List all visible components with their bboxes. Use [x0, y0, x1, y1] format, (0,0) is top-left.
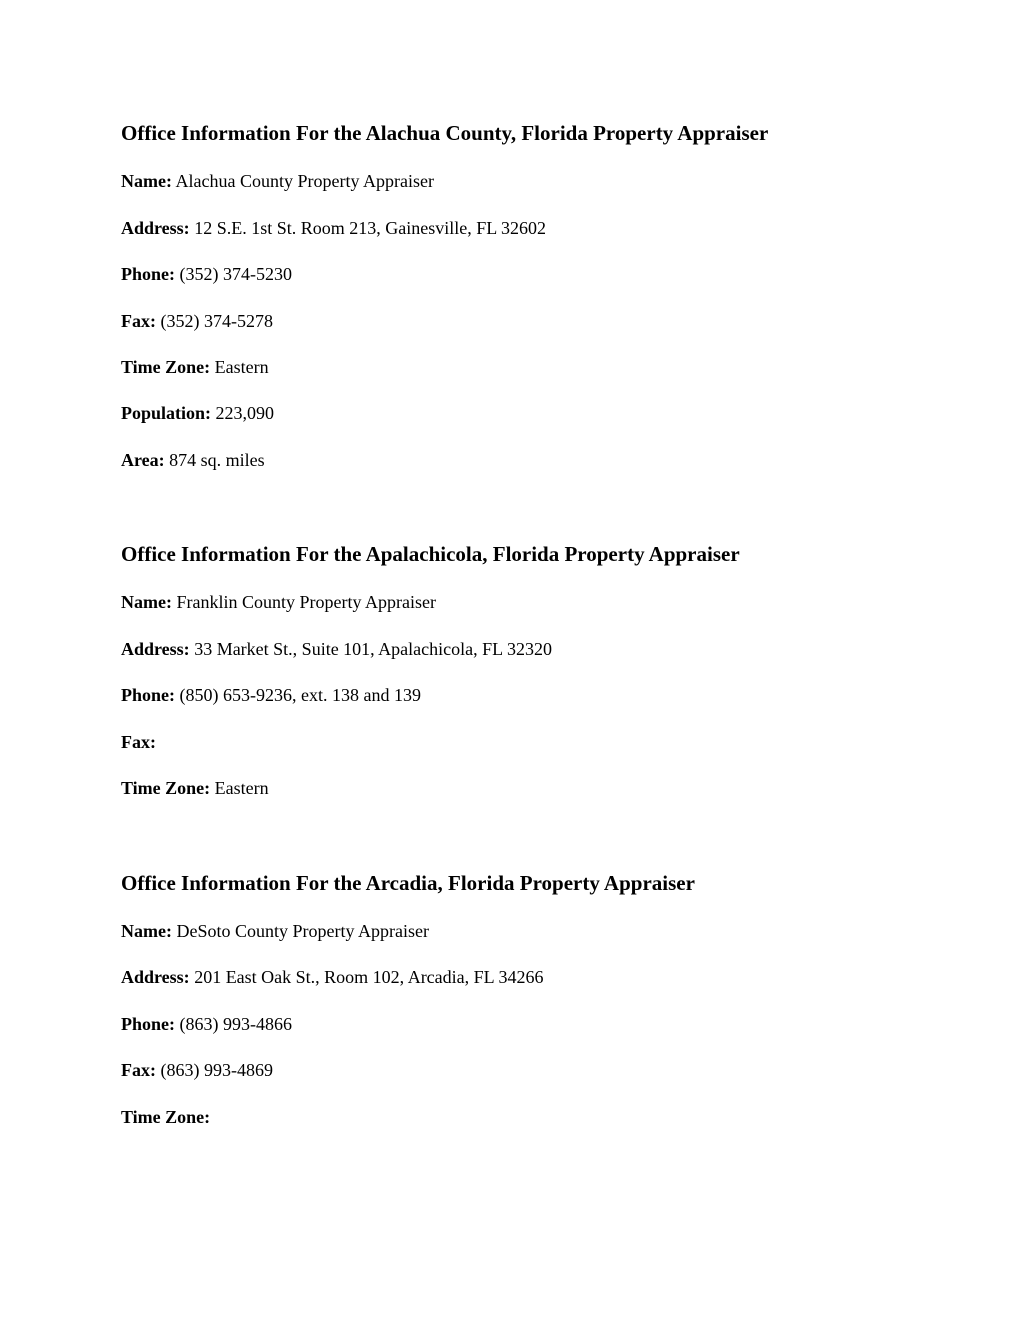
- fax-field: [121, 310, 273, 332]
- field-value: 874 sq. miles: [169, 450, 265, 470]
- field-label: Phone:: [121, 685, 175, 705]
- phone-field: [121, 684, 421, 706]
- field-label: Name:: [121, 592, 172, 612]
- field-value: Franklin County Property Appraiser: [176, 592, 436, 612]
- field-value: 12 S.E. 1st St. Room 213, Gainesville, FL 32602: [194, 218, 547, 238]
- section-title: Office Information For the Arcadia, Florida Property Appraiser: [121, 871, 695, 895]
- population-field: [121, 402, 274, 424]
- name-field: [121, 920, 429, 942]
- field-value: (863) 993-4869: [160, 1060, 273, 1080]
- field-value: (863) 993-4866: [179, 1014, 292, 1034]
- field-label: Phone:: [121, 264, 175, 284]
- field-value: 201 East Oak St., Room 102, Arcadia, FL 34266: [194, 967, 544, 987]
- section-title: Office Information For the Alachua County, Florida Property Appraiser: [121, 121, 769, 145]
- area-field: [121, 449, 265, 471]
- field-label: Population:: [121, 403, 212, 423]
- field-label: Fax:: [121, 732, 156, 752]
- field-label: Address:: [121, 639, 190, 659]
- field-label: Time Zone:: [121, 357, 211, 377]
- field-label: Name:: [121, 921, 172, 941]
- field-label: Fax:: [121, 311, 156, 331]
- field-label: Phone:: [121, 1014, 175, 1034]
- field-value: Eastern: [214, 357, 269, 377]
- field-label: Address:: [121, 967, 190, 987]
- field-value: Eastern: [214, 778, 269, 798]
- field-label: Name:: [121, 171, 172, 191]
- name-field: [121, 170, 434, 192]
- field-value: Alachua County Property Appraiser: [175, 171, 434, 191]
- phone-field: [121, 1013, 292, 1035]
- address-field: [121, 638, 552, 660]
- time-zone-field: [121, 1106, 210, 1128]
- field-label: Time Zone:: [121, 1107, 211, 1127]
- phone-field: [121, 263, 292, 285]
- field-label: Area:: [121, 450, 165, 470]
- address-field: [121, 217, 546, 239]
- fax-field: [121, 1059, 273, 1081]
- time-zone-field: [121, 356, 269, 378]
- field-label: Address:: [121, 218, 190, 238]
- field-label: Fax:: [121, 1060, 156, 1080]
- field-value: (352) 374-5230: [179, 264, 292, 284]
- section-title: Office Information For the Apalachicola, Florida Property Appraiser: [121, 542, 740, 566]
- field-value: 223,090: [215, 403, 275, 423]
- field-value: (352) 374-5278: [160, 311, 273, 331]
- field-value: 33 Market St., Suite 101, Apalachicola, FL 32320: [194, 639, 552, 659]
- fax-field: [121, 731, 156, 753]
- field-label: Time Zone:: [121, 778, 211, 798]
- field-value: DeSoto County Property Appraiser: [176, 921, 429, 941]
- time-zone-field: [121, 777, 269, 799]
- address-field: [121, 966, 544, 988]
- name-field: [121, 591, 436, 613]
- field-value: (850) 653-9236, ext. 138 and 139: [179, 685, 421, 705]
